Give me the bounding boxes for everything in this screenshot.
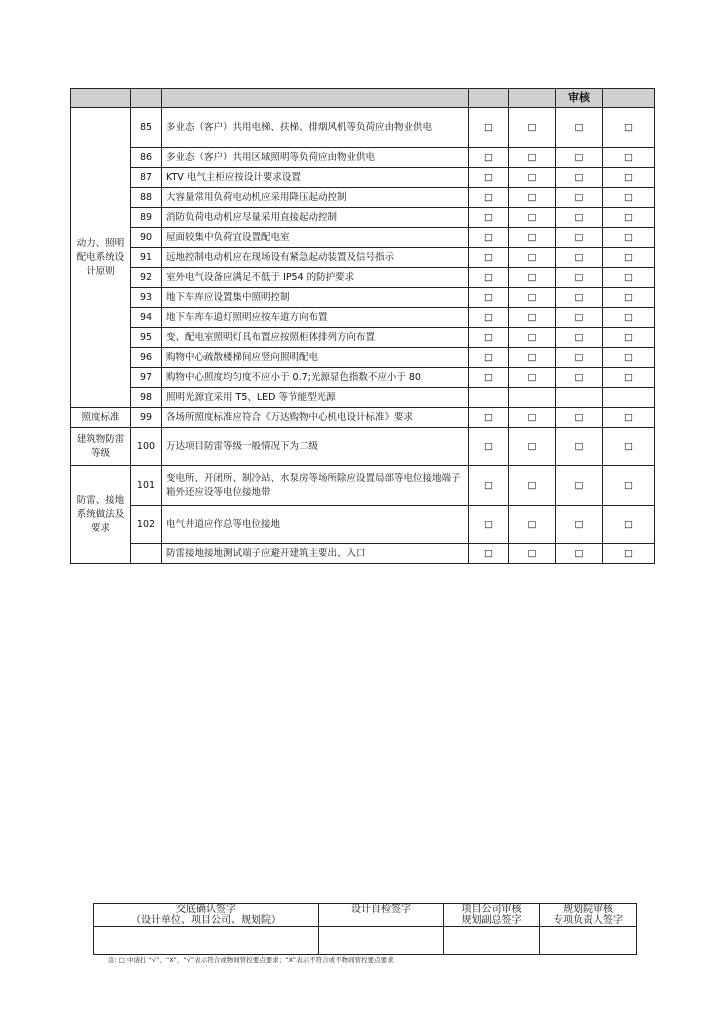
checkbox[interactable]: □ [469, 428, 509, 466]
table-row [71, 148, 655, 168]
checklist-table [70, 88, 655, 564]
item-text: 大容量常用负荷电动机应采用降压起动控制 [162, 188, 469, 208]
item-text: 室外电气设备应满足不低于 IP54 的防护要求 [162, 268, 469, 288]
item-number: 86 [131, 148, 162, 168]
empty-cell [603, 388, 655, 408]
header-review: 审核 [556, 89, 603, 108]
checkbox[interactable]: □ [509, 208, 556, 228]
header-cell [162, 89, 469, 108]
item-number: 99 [131, 408, 162, 428]
sig-project-field[interactable] [444, 927, 540, 955]
checkbox[interactable]: □ [603, 544, 655, 564]
category-cell: 防雷、接地系统做法及要求 [71, 466, 131, 564]
checkbox[interactable]: □ [556, 348, 603, 368]
checkbox[interactable]: □ [509, 544, 556, 564]
checkbox[interactable]: □ [603, 168, 655, 188]
checkbox[interactable]: □ [603, 506, 655, 544]
checkbox[interactable]: □ [509, 148, 556, 168]
checkbox[interactable]: □ [469, 544, 509, 564]
sig-institute-header [540, 904, 637, 927]
header-cell [131, 89, 162, 108]
signature-header-row [94, 904, 637, 927]
table-row [71, 108, 655, 148]
checkbox[interactable]: □ [556, 288, 603, 308]
checkbox[interactable]: □ [556, 168, 603, 188]
empty-cell [509, 388, 556, 408]
item-number: 101 [131, 466, 162, 506]
checkbox[interactable]: □ [603, 288, 655, 308]
checkbox[interactable]: □ [509, 248, 556, 268]
checkbox[interactable]: □ [556, 268, 603, 288]
checkbox[interactable]: □ [556, 466, 603, 506]
item-number: 94 [131, 308, 162, 328]
item-number: 95 [131, 328, 162, 348]
checkbox[interactable]: □ [556, 308, 603, 328]
checkbox[interactable]: □ [469, 228, 509, 248]
sig-project-header [444, 904, 540, 927]
checkbox[interactable]: □ [469, 108, 509, 148]
sig-selfcheck-field[interactable] [319, 927, 444, 955]
item-number: 97 [131, 368, 162, 388]
checkbox[interactable]: □ [603, 308, 655, 328]
checkbox[interactable]: □ [469, 208, 509, 228]
header-cell [469, 89, 509, 108]
item-number: 96 [131, 348, 162, 368]
footnote: 注: □ 中请打 “√”、“X”，“√”表示符合或物间管控要点要求；“X”表示不符合或不物间管控要点要求 [108, 956, 394, 964]
item-text: 地下车库车道灯照明应按车道方向布置 [162, 308, 469, 328]
checkbox[interactable]: □ [469, 308, 509, 328]
checkbox[interactable]: □ [509, 168, 556, 188]
item-text: 远地控制电动机应在现场设有紧急起动装置及信号指示 [162, 248, 469, 268]
checkbox[interactable]: □ [556, 248, 603, 268]
checkbox[interactable]: □ [556, 148, 603, 168]
table-row [71, 428, 655, 466]
checkbox[interactable]: □ [603, 348, 655, 368]
sig-handover-field[interactable] [94, 927, 319, 955]
item-text: 多业态（客户）共用电梯、扶梯、排烟风机等负荷应由物业供电 [162, 108, 469, 148]
item-text: 购物中心疏散楼梯间应竖向照明配电 [162, 348, 469, 368]
item-number: 100 [131, 428, 162, 466]
table-row [71, 328, 655, 348]
checkbox[interactable]: □ [469, 348, 509, 368]
checkbox[interactable]: □ [603, 148, 655, 168]
checkbox[interactable]: □ [469, 368, 509, 388]
item-text: 屋面较集中负荷宜设置配电室 [162, 228, 469, 248]
table-row [71, 544, 655, 564]
checkbox[interactable]: □ [469, 408, 509, 428]
checkbox[interactable]: □ [469, 188, 509, 208]
checkbox[interactable]: □ [603, 248, 655, 268]
item-text: 电气井道应作总等电位接地 [162, 506, 469, 544]
item-number: 90 [131, 228, 162, 248]
table-row [71, 268, 655, 288]
category-cell: 动力、照明配电系统设计原则 [71, 108, 131, 408]
table-row [71, 348, 655, 368]
checkbox[interactable]: □ [469, 268, 509, 288]
item-number: 87 [131, 168, 162, 188]
sig-institute-subtitle: 专项负责人签字 [553, 915, 623, 926]
checkbox[interactable]: □ [603, 108, 655, 148]
item-number: 89 [131, 208, 162, 228]
table-row [71, 188, 655, 208]
sig-institute-title: 规划院审核 [563, 904, 613, 915]
empty-cell [469, 388, 509, 408]
header-cell [509, 89, 556, 108]
checkbox[interactable]: □ [469, 466, 509, 506]
checkbox[interactable]: □ [556, 228, 603, 248]
checkbox[interactable]: □ [509, 408, 556, 428]
signature-body-row [94, 927, 637, 955]
checkbox[interactable]: □ [603, 408, 655, 428]
checkbox[interactable]: □ [509, 328, 556, 348]
item-number: 98 [131, 388, 162, 408]
checkbox[interactable]: □ [509, 288, 556, 308]
item-text: 地下车库应设置集中照明控制 [162, 288, 469, 308]
sig-project-subtitle: 规划副总签字 [461, 915, 522, 926]
checkbox[interactable]: □ [509, 228, 556, 248]
table-row [71, 288, 655, 308]
item-text: 多业态（客户）共用区域照明等负荷应由物业供电 [162, 148, 469, 168]
checkbox[interactable]: □ [509, 348, 556, 368]
table-header-row [71, 89, 655, 108]
signature-table [93, 903, 637, 955]
item-number: 85 [131, 108, 162, 148]
table-row [71, 388, 655, 408]
checkbox[interactable]: □ [469, 248, 509, 268]
checkbox[interactable]: □ [556, 428, 603, 466]
checkbox[interactable]: □ [469, 148, 509, 168]
empty-cell [556, 388, 603, 408]
checkbox[interactable]: □ [509, 188, 556, 208]
item-text: 照明光源宜采用 T5、LED 等节能型光源 [162, 388, 469, 408]
checkbox[interactable]: □ [509, 428, 556, 466]
item-text: 变电所、开闭所、制冷站、水泵房等场所除应设置局部等电位接地端子箱外还应设等电位接地带 [162, 466, 469, 506]
checkbox[interactable]: □ [509, 368, 556, 388]
checkbox[interactable]: □ [509, 506, 556, 544]
header-cell [603, 89, 655, 108]
table-row [71, 248, 655, 268]
item-text: 消防负荷电动机应尽量采用直接起动控制 [162, 208, 469, 228]
checkbox[interactable]: □ [509, 108, 556, 148]
checkbox[interactable]: □ [603, 428, 655, 466]
category-cell: 照度标准 [71, 408, 131, 428]
table-row [71, 208, 655, 228]
sig-handover-title: 交底确认签字 [176, 904, 236, 915]
checkbox[interactable]: □ [556, 208, 603, 228]
item-text: KTV 电气主柜应按设计要求设置 [162, 168, 469, 188]
header-cell [71, 89, 131, 108]
category-cell: 建筑物防雷等级 [71, 428, 131, 466]
item-number: 91 [131, 248, 162, 268]
checkbox[interactable]: □ [556, 544, 603, 564]
checkbox[interactable]: □ [603, 328, 655, 348]
item-number [131, 544, 162, 564]
sig-project-title: 项目公司审核 [461, 904, 522, 915]
checkbox[interactable]: □ [603, 228, 655, 248]
table-row [71, 168, 655, 188]
checkbox[interactable]: □ [509, 268, 556, 288]
checkbox[interactable]: □ [556, 506, 603, 544]
sig-selfcheck-header [319, 904, 444, 927]
item-text: 各场所照度标准应符合《万达购物中心机电设计标准》要求 [162, 408, 469, 428]
checkbox[interactable]: □ [556, 408, 603, 428]
checkbox[interactable]: □ [509, 308, 556, 328]
checkbox[interactable]: □ [556, 368, 603, 388]
checkbox[interactable]: □ [603, 208, 655, 228]
checkbox[interactable]: □ [469, 328, 509, 348]
checkbox[interactable]: □ [556, 188, 603, 208]
item-number: 92 [131, 268, 162, 288]
sig-handover-subtitle: （设计单位、项目公司、规划院） [131, 915, 281, 926]
checkbox[interactable]: □ [509, 466, 556, 506]
checkbox[interactable]: □ [556, 108, 603, 148]
sig-handover-header [94, 904, 319, 927]
item-text: 变、配电室照明灯具布置应按照柜体排列方向布置 [162, 328, 469, 348]
table-row [71, 308, 655, 328]
table-row [71, 408, 655, 428]
item-text: 万达项目防雷等级一般情况下为二级 [162, 428, 469, 466]
checkbox[interactable]: □ [603, 368, 655, 388]
item-number: 93 [131, 288, 162, 308]
checkbox[interactable]: □ [603, 466, 655, 506]
checkbox[interactable]: □ [469, 506, 509, 544]
checkbox[interactable]: □ [603, 268, 655, 288]
table-row [71, 466, 655, 506]
item-number: 88 [131, 188, 162, 208]
checkbox[interactable]: □ [469, 288, 509, 308]
item-text: 防雷接地接地测试端子应避开建筑主要出、入口 [162, 544, 469, 564]
table-row [71, 506, 655, 544]
checkbox[interactable]: □ [556, 328, 603, 348]
table-row [71, 368, 655, 388]
table-row [71, 228, 655, 248]
checkbox[interactable]: □ [603, 188, 655, 208]
item-number: 102 [131, 506, 162, 544]
item-text: 购物中心照度均匀度不应小于 0.7;光源显色指数不应小于 80 [162, 368, 469, 388]
checkbox[interactable]: □ [469, 168, 509, 188]
sig-institute-field[interactable] [540, 927, 637, 955]
sig-selfcheck-title: 设计自检签字 [351, 904, 411, 915]
